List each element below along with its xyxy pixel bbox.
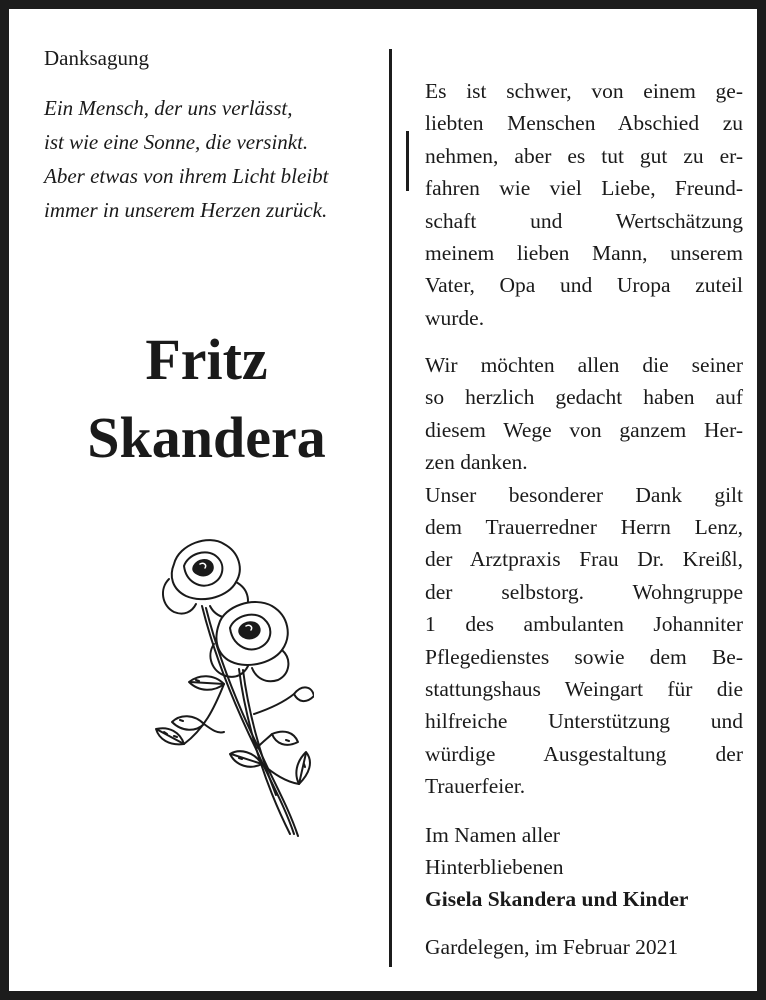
text-line: schaft und Wertschätzung — [425, 208, 743, 233]
text-line: hilfreiche Unterstützung und — [425, 709, 743, 734]
text-line: fahren wie viel Liebe, Freund- — [425, 176, 743, 201]
motto-line: ist wie eine Sonne, die versinkt. — [44, 130, 309, 154]
text-line: stattungshaus Weingart für die — [425, 677, 743, 702]
deceased-first-name: Fritz — [145, 327, 268, 392]
text-line: wurde. — [425, 305, 485, 330]
column-divider-accent — [406, 131, 409, 191]
thanks-paragraph-1 — [425, 75, 743, 334]
text-line: würdige Ausgestaltung der — [425, 741, 743, 766]
text-line: der selbstorg. Wohngruppe — [425, 579, 743, 604]
text-line: Es ist schwer, von einem ge- — [425, 79, 743, 103]
text-line: liebten Menschen Abschied zu — [425, 111, 743, 136]
text-line: meinem lieben Mann, unserem — [425, 241, 743, 266]
text-line: dem Trauerredner Herrn Lenz, — [425, 515, 743, 540]
text-line: Pflegedienstes sowie dem Be- — [425, 644, 743, 669]
text-line: zen danken. — [425, 450, 528, 475]
motto-line: Ein Mensch, der uns verlässt, — [44, 96, 293, 120]
signature: Gisela Skandera und Kinder — [425, 887, 689, 911]
notice-heading: Danksagung — [44, 46, 149, 70]
place-and-date: Gardelegen, im Februar 2021 — [425, 935, 679, 959]
text-line: 1 des ambulanten Johanniter — [425, 612, 743, 637]
text-line: nehmen, aber es tut gut zu er- — [425, 143, 743, 168]
closing-line: Im Namen aller — [425, 823, 560, 847]
text-line: Trauerfeier. — [425, 774, 526, 799]
text-line: so herzlich gedacht haben auf — [425, 385, 743, 410]
column-divider — [389, 49, 392, 967]
text-line: Vater, Opa und Uropa zuteil — [425, 273, 743, 298]
closing-block — [425, 819, 743, 915]
text-line: Unser besonderer Dank gilt — [425, 482, 743, 507]
roses-illustration — [144, 534, 314, 859]
text-line: Wir möchten allen die seiner — [425, 353, 743, 377]
motto-quote — [44, 91, 328, 227]
closing-line: Hinterbliebenen — [425, 855, 564, 879]
thanks-paragraph-2 — [425, 349, 743, 803]
deceased-last-name: Skandera — [87, 405, 326, 470]
text-line: der Arztpraxis Frau Dr. Kreißl, — [425, 547, 743, 572]
motto-line: Aber etwas von ihrem Licht bleibt — [44, 164, 329, 188]
motto-line: immer in unserem Herzen zurück. — [44, 198, 328, 222]
text-line: diesem Wege von ganzem Her- — [425, 417, 743, 442]
